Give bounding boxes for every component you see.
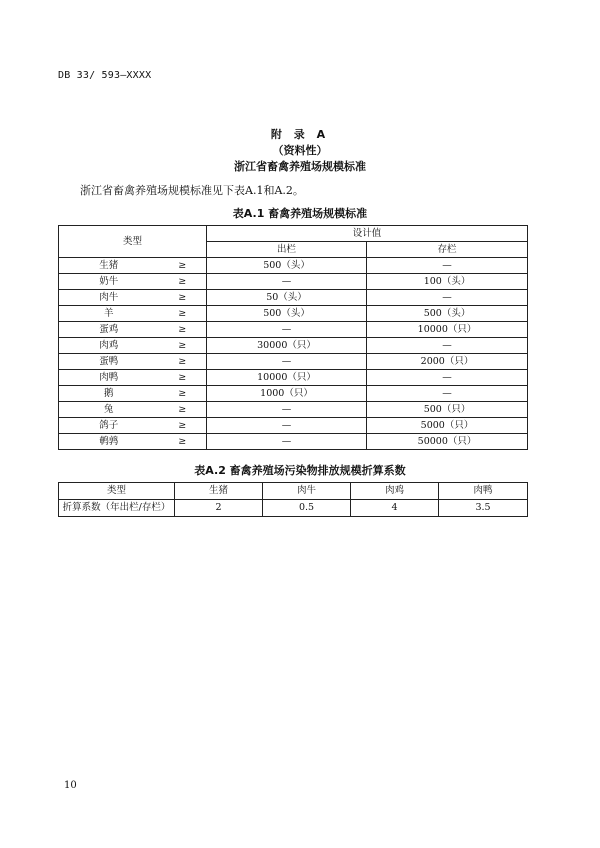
col-design-header: 设计值: [207, 226, 528, 242]
stock-cell: 500（头）: [367, 306, 528, 322]
stock-cell: 100（头）: [367, 274, 528, 290]
table1-caption: 表A.1 畜禽养殖场规模标准: [232, 207, 368, 220]
document-code: DB 33/ 593—XXXX: [58, 70, 152, 81]
stock-cell: 10000（只）: [367, 322, 528, 338]
out-cell: —: [207, 354, 367, 370]
stock-cell: 5000（只）: [367, 418, 528, 434]
col-stock-header: 存栏: [367, 242, 528, 258]
appendix-title: 附 录 A: [270, 128, 330, 141]
stock-cell: —: [367, 386, 528, 402]
type-cell: 鸽子: [59, 418, 159, 434]
type-cell: 蛋鸡: [59, 322, 159, 338]
out-cell: —: [207, 322, 367, 338]
operator-cell: ≥: [159, 258, 207, 274]
farm-scale-table: [58, 225, 528, 450]
out-cell: —: [207, 402, 367, 418]
operator-cell: ≥: [159, 418, 207, 434]
table-row: [59, 386, 528, 402]
type-cell: 奶牛: [59, 274, 159, 290]
operator-cell: ≥: [159, 274, 207, 290]
out-cell: 1000（只）: [207, 386, 367, 402]
stock-cell: —: [367, 370, 528, 386]
out-cell: —: [207, 274, 367, 290]
stock-cell: 50000（只）: [367, 434, 528, 450]
stock-cell: —: [367, 258, 528, 274]
header-cell: 生猪: [175, 483, 263, 500]
header-cell: 类型: [59, 483, 175, 500]
type-cell: 鹅: [59, 386, 159, 402]
operator-cell: ≥: [159, 434, 207, 450]
operator-cell: ≥: [159, 338, 207, 354]
type-cell: 肉牛: [59, 290, 159, 306]
operator-cell: ≥: [159, 290, 207, 306]
conversion-factor-table: [58, 482, 528, 517]
type-cell: 肉鸡: [59, 338, 159, 354]
type-cell: 鹌鹑: [59, 434, 159, 450]
value-cell: 2: [175, 500, 263, 517]
table-row: [59, 306, 528, 322]
col-type-header: 类型: [59, 226, 207, 258]
table-row: [59, 338, 528, 354]
stock-cell: —: [367, 338, 528, 354]
out-cell: 30000（只）: [207, 338, 367, 354]
value-cell: 0.5: [263, 500, 351, 517]
out-cell: 500（头）: [207, 306, 367, 322]
stock-cell: 500（只）: [367, 402, 528, 418]
intro-paragraph: 浙江省畜禽养殖场规模标准见下表A.1和A.2。: [80, 184, 304, 197]
type-cell: 生猪: [59, 258, 159, 274]
table-row: [59, 274, 528, 290]
operator-cell: ≥: [159, 354, 207, 370]
stock-cell: —: [367, 290, 528, 306]
out-cell: 10000（只）: [207, 370, 367, 386]
operator-cell: ≥: [159, 386, 207, 402]
row-label-cell: 折算系数（年出栏/存栏）: [59, 500, 175, 517]
page-number: 10: [64, 780, 77, 791]
header-cell: 肉牛: [263, 483, 351, 500]
value-cell: 4: [351, 500, 439, 517]
operator-cell: ≥: [159, 402, 207, 418]
type-cell: 羊: [59, 306, 159, 322]
type-cell: 兔: [59, 402, 159, 418]
appendix-heading: 浙江省畜禽养殖场规模标准: [234, 160, 366, 173]
appendix-subtitle: （资料性）: [272, 144, 328, 157]
table-row: [59, 418, 528, 434]
operator-cell: ≥: [159, 370, 207, 386]
header-cell: 肉鸡: [351, 483, 439, 500]
table-row: [59, 402, 528, 418]
col-out-header: 出栏: [207, 242, 367, 258]
out-cell: —: [207, 434, 367, 450]
table-header-row: [59, 483, 528, 500]
out-cell: 500（头）: [207, 258, 367, 274]
table-row: [59, 370, 528, 386]
table-row: [59, 354, 528, 370]
table-row: [59, 434, 528, 450]
stock-cell: 2000（只）: [367, 354, 528, 370]
table-row: [59, 258, 528, 274]
type-cell: 肉鸭: [59, 370, 159, 386]
table-row: [59, 290, 528, 306]
header-cell: 肉鸭: [439, 483, 528, 500]
operator-cell: ≥: [159, 322, 207, 338]
table2-caption: 表A.2 畜禽养殖场污染物排放规模折算系数: [194, 464, 406, 477]
type-cell: 蛋鸭: [59, 354, 159, 370]
operator-cell: ≥: [159, 306, 207, 322]
value-cell: 3.5: [439, 500, 528, 517]
out-cell: —: [207, 418, 367, 434]
table-row: [59, 322, 528, 338]
table-row: [59, 500, 528, 517]
out-cell: 50（头）: [207, 290, 367, 306]
